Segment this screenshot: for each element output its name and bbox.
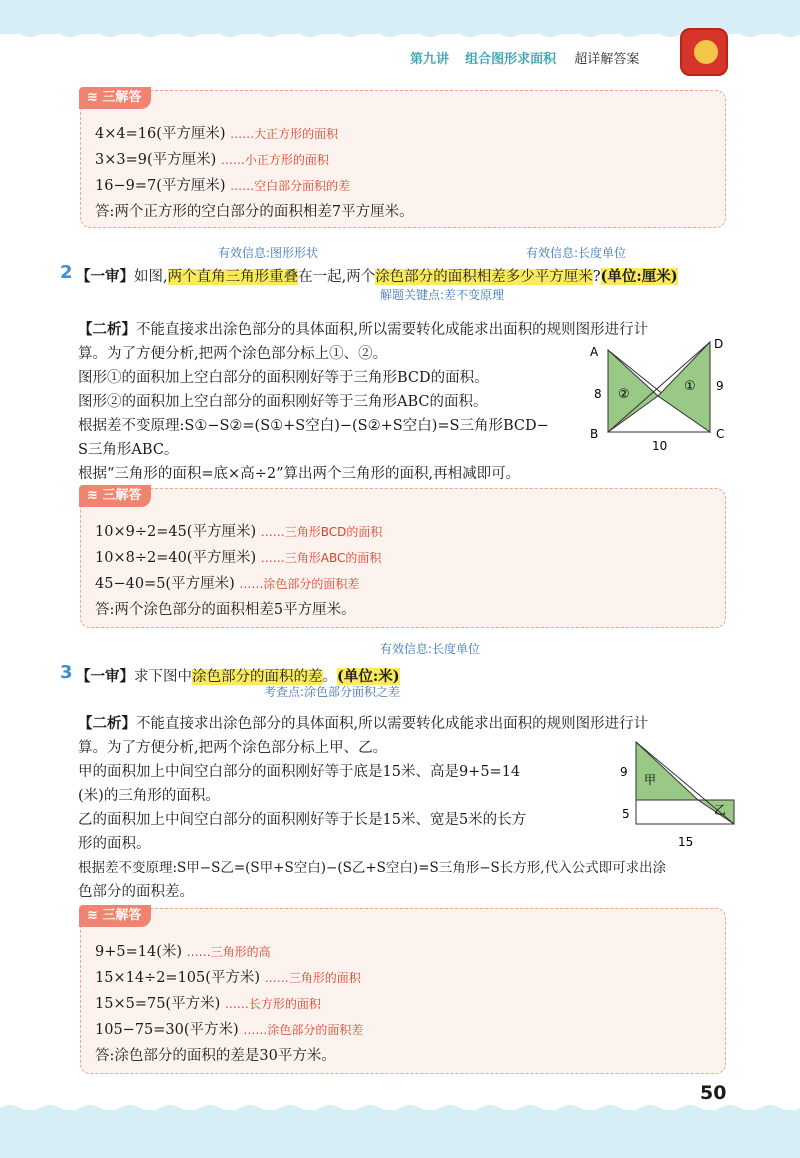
analysis-3: 【二析】不能直接求出涂色部分的具体面积,所以需要转化成能求出面积的规则图形进行计 算。为了方便分析,把两个涂色部分标上甲、乙。 甲的面积加上中间空白部分的面积刚好等于底是15米、高是9+5=14 (米)的三角形的面积。 乙的面积加上中间空白部分的面积刚好等于长是15米、宽是5米的长方 形的面积。 根据差不变原理:S甲−S乙=(S甲+S空白)−(S乙+S空白)=S三角形−S长方形,代入公式即可求出涂 色部分的面积差。 — [78, 715, 667, 900]
question-number: 2 — [60, 262, 73, 283]
answer-text: 答:两个正方形的空白部分的面积相差7平方厘米。 — [95, 204, 414, 220]
note-shape: 有效信息:图形形状 — [218, 246, 319, 260]
figure-triangles — [580, 336, 730, 456]
question-stem: 【一审】如图,两个直角三角形重叠在一起,两个涂色部分的面积相差多少平方厘米?(单位:厘米) — [76, 268, 678, 285]
note-unit-3: 有效信息:长度单位 — [380, 642, 481, 656]
note-key-3: 考查点:涂色部分面积之差 — [264, 685, 401, 699]
svg-text:5: 5 — [622, 807, 630, 821]
analysis-2: 【二析】不能直接求出涂色部分的具体面积,所以需要转化成能求出面积的规则图形进行计 算。为了方便分析,把两个涂色部分标上①、②。 图形①的面积加上空白部分的面积刚好等于三角形BCD的面积。 图形②的面积加上空白部分的面积刚好等于三角形ABC的面积。 根据差不变原理:S①−S②=(S①+S空白)−(S②+S空白)=S三角形BCD− S三角形ABC。 根据“三角形的面积=底×高÷2”算出两个三角形的面积,再相减即可。 — [78, 321, 649, 482]
answer-box-3: ≋ 三解答 9+5=14(米) ……三角形的高 15×14÷2=105(平方米) ……三角形的面积 15×5=75(平方米) ……长方形的面积 105−75=30(平方米) ……涂色部分的面积差 答:涂色部分的面积的差是30平方米。 — [80, 908, 726, 1074]
answer-text: 答:两个涂色部分的面积相差5平方厘米。 — [95, 602, 356, 618]
svg-text:10: 10 — [652, 439, 668, 453]
svg-text:②: ② — [618, 387, 630, 402]
answer-tag: ≋ 三解答 — [79, 87, 151, 109]
logo-badge-icon — [680, 28, 728, 76]
svg-text:9: 9 — [620, 765, 628, 779]
svg-text:B: B — [590, 427, 599, 441]
topic-label: 组合图形求面积 — [465, 52, 557, 67]
figure-triangle-rect — [614, 734, 744, 854]
answer-box-2: ≋ 三解答 10×9÷2=45(平方厘米) ……三角形BCD的面积 10×8÷2=40(平方厘米) ……三角形ABC的面积 45−40=5(平方厘米) ……涂色部分的面积差 答:两个涂色部分的面积相差5平方厘米。 — [80, 488, 726, 628]
svg-text:乙: 乙 — [714, 803, 727, 817]
lecture-label: 第九讲 — [410, 52, 450, 67]
page-header — [410, 48, 639, 67]
svg-text:8: 8 — [594, 387, 602, 401]
svg-text:A: A — [590, 345, 599, 359]
svg-text:D: D — [714, 337, 724, 351]
question-number: 3 — [60, 662, 73, 683]
svg-text:15: 15 — [678, 835, 694, 849]
page-number: 50 — [700, 1082, 727, 1104]
bottom-band — [0, 1110, 800, 1158]
note-key: 解题关键点:差不变原理 — [380, 288, 505, 302]
answer-text: 答:涂色部分的面积的差是30平方米。 — [95, 1048, 336, 1064]
svg-text:C: C — [716, 427, 725, 441]
svg-text:甲: 甲 — [644, 773, 657, 787]
svg-text:9: 9 — [716, 379, 724, 393]
note-unit: 有效信息:长度单位 — [526, 246, 627, 260]
subtitle-label: 超详解答案 — [574, 52, 640, 67]
answer-box-1: ≋ 三解答 4×4=16(平方厘米) ……大正方形的面积 3×3=9(平方厘米) ……小正方形的面积 16−9=7(平方厘米) ……空白部分面积的差 答:两个正方形的空白部分的面积相差7平方厘米。 — [80, 90, 726, 228]
question-stem: 【一审】求下图中涂色部分的面积的差。(单位:米) — [76, 668, 400, 685]
svg-text:①: ① — [684, 379, 696, 394]
